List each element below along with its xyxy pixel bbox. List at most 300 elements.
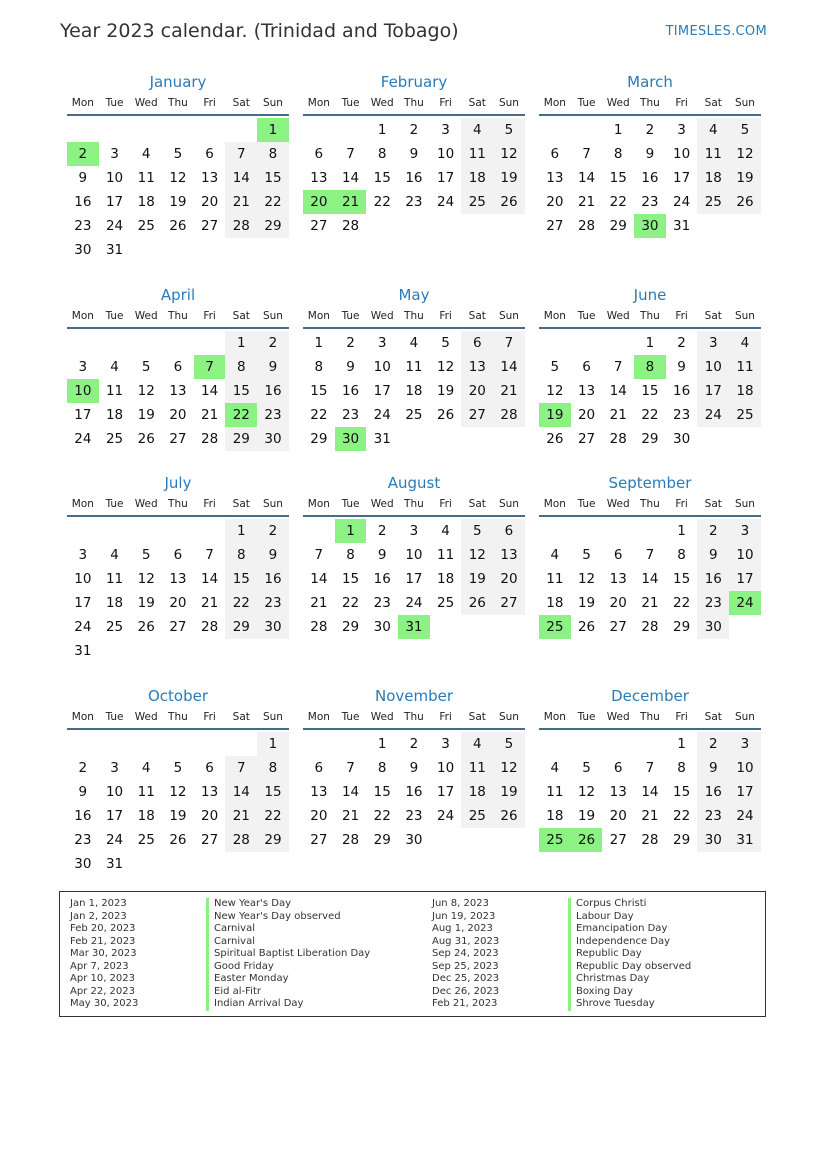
weekday-label: Sat: [232, 97, 250, 109]
day-cell: 1: [677, 523, 686, 539]
holiday-day-cell: 30: [335, 427, 367, 451]
header-rule: [67, 114, 289, 116]
day-cell: 24: [105, 832, 124, 848]
day-cell: 6: [173, 547, 183, 563]
weekday-label: Sun: [498, 498, 519, 510]
day-cell: 6: [205, 146, 214, 162]
day-cell: 10: [729, 543, 761, 567]
weekday-label: Tue: [105, 711, 124, 723]
holiday-day-cell: 20: [303, 190, 335, 214]
day-cell: 20: [493, 567, 525, 591]
weekday-label: Sun: [262, 711, 283, 723]
weekday-label: Fri: [439, 711, 452, 723]
holiday-day-cell: 1: [335, 519, 367, 543]
legend-holiday-name: Republic Day: [568, 948, 642, 961]
day-grid: [67, 519, 289, 663]
legend-date: Mar 30, 2023: [70, 948, 137, 959]
day-cell: 24: [74, 619, 92, 635]
day-cell: 7: [493, 331, 525, 355]
legend-date: Aug 31, 2023: [432, 935, 500, 947]
day-cell: 10: [437, 760, 455, 776]
empty-cell: [130, 732, 162, 756]
day-cell: 9: [697, 756, 729, 780]
empty-cell: [634, 732, 666, 756]
day-cell: 31: [729, 828, 761, 852]
header-rule: [539, 114, 761, 116]
day-cell: 2: [257, 331, 289, 355]
weekday-label: Tue: [105, 310, 124, 322]
day-grid: [539, 118, 761, 238]
day-cell: 28: [641, 832, 659, 848]
month-name: June: [633, 286, 667, 304]
day-cell: 19: [461, 567, 493, 591]
day-cell: 22: [373, 808, 391, 824]
month-december: [539, 684, 761, 852]
day-cell: 2: [409, 122, 419, 138]
legend-date: Jan 1, 2023: [70, 898, 127, 909]
day-cell: 13: [310, 170, 328, 186]
weekday-label: Sat: [232, 498, 250, 510]
day-cell: 14: [341, 784, 360, 800]
month-name: July: [164, 474, 192, 492]
day-cell: 8: [377, 760, 387, 776]
empty-cell: [67, 331, 99, 355]
day-cell: 4: [697, 118, 729, 142]
empty-cell: [539, 118, 571, 142]
day-cell: 20: [310, 808, 328, 824]
day-cell: 3: [697, 331, 729, 355]
day-cell: 8: [225, 355, 257, 379]
day-cell: 23: [641, 194, 659, 210]
day-cell: 17: [729, 780, 761, 804]
month-name: September: [608, 474, 692, 492]
legend-holiday-name: Republic Day observed: [568, 961, 691, 974]
legend-date: Feb 21, 2023: [432, 998, 498, 1009]
weekday-header: [539, 495, 761, 514]
day-cell: 28: [225, 828, 257, 852]
day-cell: 5: [441, 335, 450, 351]
day-cell: 18: [105, 595, 124, 611]
day-cell: 2: [377, 523, 387, 539]
month-july: [67, 471, 289, 663]
day-cell: 2: [697, 519, 729, 543]
legend-holiday-name: Labour Day: [568, 911, 634, 924]
empty-cell: [571, 118, 603, 142]
day-cell: 3: [441, 122, 450, 138]
day-cell: 1: [677, 736, 686, 752]
day-grid: [539, 732, 761, 852]
day-cell: 4: [110, 359, 119, 375]
legend-date: Feb 20, 2023: [70, 923, 136, 934]
day-cell: 29: [225, 615, 257, 639]
empty-cell: [130, 118, 162, 142]
empty-cell: [99, 732, 131, 756]
day-cell: 9: [257, 355, 289, 379]
day-cell: 11: [437, 547, 455, 563]
empty-cell: [162, 519, 194, 543]
day-cell: 14: [641, 571, 659, 587]
day-cell: 12: [137, 383, 155, 399]
day-cell: 17: [673, 170, 691, 186]
legend-holiday-name: Shrove Tuesday: [568, 998, 655, 1011]
weekday-label: Sat: [704, 310, 722, 322]
day-cell: 15: [373, 170, 391, 186]
day-cell: 4: [141, 146, 151, 162]
day-cell: 3: [110, 760, 119, 776]
day-cell: 28: [577, 218, 596, 234]
day-cell: 15: [225, 379, 257, 403]
day-cell: 22: [373, 194, 391, 210]
day-cell: 5: [141, 547, 151, 563]
month-name: August: [387, 474, 441, 492]
day-cell: 2: [697, 732, 729, 756]
weekday-label: Thu: [640, 310, 660, 322]
day-cell: 22: [341, 595, 360, 611]
day-cell: 23: [74, 218, 92, 234]
day-cell: 18: [546, 808, 564, 824]
day-grid: [67, 118, 289, 262]
weekday-label: Mon: [307, 711, 330, 723]
day-cell: 25: [105, 619, 124, 635]
day-cell: 27: [609, 619, 627, 635]
weekday-header: [303, 307, 525, 326]
day-cell: 30: [257, 427, 289, 451]
empty-cell: [67, 118, 99, 142]
day-cell: 29: [341, 619, 360, 635]
header-rule: [303, 515, 525, 517]
day-cell: 25: [461, 804, 493, 828]
day-cell: 30: [74, 242, 92, 258]
day-cell: 10: [437, 146, 455, 162]
day-cell: 27: [310, 832, 328, 848]
day-cell: 23: [405, 194, 423, 210]
day-cell: 18: [461, 780, 493, 804]
legend-holiday-name: New Year's Day observed: [206, 911, 341, 924]
day-cell: 6: [314, 760, 324, 776]
legend-date: Dec 25, 2023: [432, 973, 500, 984]
legend-date: Apr 22, 2023: [70, 985, 136, 997]
weekday-label: Wed: [134, 498, 158, 510]
empty-cell: [602, 732, 634, 756]
legend-holiday-name: Corpus Christi: [568, 898, 646, 911]
day-cell: 13: [577, 383, 596, 399]
day-cell: 14: [341, 170, 360, 186]
weekday-label: Wed: [134, 97, 158, 109]
day-cell: 21: [577, 194, 596, 210]
day-cell: 27: [169, 431, 187, 447]
day-cell: 10: [405, 547, 423, 563]
holiday-day-cell: 10: [67, 379, 99, 403]
day-cell: 2: [409, 736, 419, 752]
day-grid: [303, 331, 525, 451]
header-rule: [539, 515, 761, 517]
weekday-label: Sat: [232, 711, 250, 723]
day-cell: 5: [582, 547, 591, 563]
month-name: January: [149, 73, 207, 91]
empty-cell: [225, 732, 257, 756]
weekday-label: Sat: [468, 97, 486, 109]
header-rule: [539, 327, 761, 329]
legend-holiday-name: Good Friday: [206, 961, 274, 974]
day-cell: 29: [225, 427, 257, 451]
weekday-label: Fri: [675, 498, 688, 510]
day-cell: 28: [609, 431, 627, 447]
weekday-header: [539, 307, 761, 326]
weekday-label: Mon: [71, 498, 94, 510]
day-cell: 24: [437, 808, 455, 824]
day-cell: 15: [609, 170, 627, 186]
header-rule: [303, 327, 525, 329]
day-cell: 11: [697, 142, 729, 166]
legend-date: Apr 7, 2023: [70, 960, 129, 972]
day-cell: 28: [225, 214, 257, 238]
day-cell: 29: [673, 832, 691, 848]
day-cell: 3: [729, 519, 761, 543]
day-cell: 23: [405, 808, 423, 824]
weekday-label: Sun: [734, 310, 755, 322]
day-cell: 2: [677, 335, 686, 351]
empty-cell: [602, 519, 634, 543]
holiday-day-cell: 21: [335, 190, 367, 214]
legend-holiday-name: Emancipation Day: [568, 923, 667, 936]
day-cell: 5: [493, 732, 525, 756]
weekday-label: Mon: [307, 310, 330, 322]
day-cell: 20: [609, 595, 627, 611]
month-march: [539, 70, 761, 238]
day-cell: 4: [110, 547, 119, 563]
weekday-label: Tue: [341, 310, 360, 322]
day-cell: 21: [493, 379, 525, 403]
day-cell: 6: [613, 547, 623, 563]
day-cell: 9: [697, 543, 729, 567]
month-may: [303, 283, 525, 451]
holiday-day-cell: 25: [539, 615, 571, 639]
day-cell: 16: [341, 383, 360, 399]
month-june: [539, 283, 761, 451]
holiday-day-cell: 19: [539, 403, 571, 427]
day-cell: 27: [493, 591, 525, 615]
day-cell: 26: [461, 591, 493, 615]
day-cell: 5: [582, 760, 591, 776]
day-cell: 24: [405, 595, 423, 611]
header-rule: [303, 114, 525, 116]
weekday-label: Wed: [134, 310, 158, 322]
day-cell: 5: [461, 519, 493, 543]
day-cell: 16: [697, 780, 729, 804]
day-cell: 20: [169, 407, 187, 423]
day-cell: 10: [373, 359, 391, 375]
day-grid: [303, 118, 525, 238]
day-cell: 11: [461, 756, 493, 780]
brand-link[interactable]: TIMESLES.COM: [665, 24, 767, 39]
weekday-label: Wed: [370, 310, 394, 322]
day-cell: 28: [493, 403, 525, 427]
day-cell: 7: [645, 547, 655, 563]
day-cell: 10: [729, 756, 761, 780]
day-cell: 20: [609, 808, 627, 824]
weekday-label: Wed: [606, 97, 630, 109]
day-cell: 26: [577, 619, 596, 635]
day-cell: 8: [613, 146, 623, 162]
day-cell: 31: [373, 431, 391, 447]
weekday-label: Wed: [370, 97, 394, 109]
empty-cell: [335, 118, 367, 142]
day-cell: 17: [729, 567, 761, 591]
day-cell: 13: [546, 170, 564, 186]
day-cell: 1: [645, 335, 655, 351]
month-name: October: [147, 687, 209, 705]
day-cell: 6: [173, 359, 183, 375]
weekday-label: Sun: [262, 498, 283, 510]
day-cell: 12: [169, 784, 187, 800]
day-cell: 3: [110, 146, 119, 162]
weekday-label: Mon: [543, 711, 566, 723]
day-cell: 25: [137, 832, 155, 848]
day-cell: 30: [697, 615, 729, 639]
month-september: [539, 471, 761, 639]
day-cell: 26: [137, 619, 155, 635]
empty-cell: [99, 331, 131, 355]
day-cell: 11: [546, 784, 564, 800]
weekday-label: Wed: [606, 310, 630, 322]
day-cell: 25: [697, 190, 729, 214]
day-cell: 4: [550, 547, 560, 563]
day-cell: 6: [613, 760, 623, 776]
day-cell: 14: [310, 571, 328, 587]
day-cell: 25: [137, 218, 155, 234]
weekday-header: [67, 94, 289, 113]
day-cell: 29: [373, 832, 391, 848]
day-cell: 7: [205, 547, 214, 563]
day-cell: 8: [377, 146, 387, 162]
weekday-label: Sun: [262, 310, 283, 322]
day-cell: 3: [677, 122, 686, 138]
day-cell: 25: [461, 190, 493, 214]
day-cell: 13: [609, 571, 627, 587]
holiday-day-cell: 7: [194, 355, 226, 379]
holiday-day-cell: 31: [398, 615, 430, 639]
day-cell: 24: [729, 804, 761, 828]
day-cell: 7: [225, 142, 257, 166]
day-grid: [539, 331, 761, 451]
weekday-label: Mon: [71, 711, 94, 723]
day-cell: 18: [437, 571, 455, 587]
legend-holiday-name: Independence Day: [568, 936, 670, 949]
day-cell: 23: [697, 804, 729, 828]
day-cell: 26: [169, 832, 187, 848]
day-cell: 11: [105, 571, 124, 587]
day-cell: 26: [493, 190, 525, 214]
day-cell: 16: [74, 194, 92, 210]
day-cell: 9: [257, 543, 289, 567]
day-cell: 22: [641, 407, 659, 423]
day-cell: 22: [225, 591, 257, 615]
day-cell: 2: [346, 335, 355, 351]
day-cell: 9: [346, 359, 355, 375]
day-cell: 24: [105, 218, 124, 234]
day-cell: 10: [105, 784, 124, 800]
weekday-label: Sat: [468, 711, 486, 723]
day-cell: 14: [225, 166, 257, 190]
month-august: [303, 471, 525, 639]
day-cell: 30: [257, 615, 289, 639]
weekday-label: Tue: [577, 310, 596, 322]
day-cell: 16: [74, 808, 92, 824]
day-cell: 24: [697, 403, 729, 427]
day-cell: 28: [201, 619, 219, 635]
day-cell: 27: [169, 619, 187, 635]
day-cell: 30: [405, 832, 423, 848]
legend-date: May 30, 2023: [70, 998, 139, 1009]
weekday-label: Fri: [439, 310, 452, 322]
day-cell: 19: [169, 194, 187, 210]
weekday-label: Sun: [498, 97, 519, 109]
day-cell: 22: [310, 407, 328, 423]
day-cell: 29: [257, 828, 289, 852]
legend-holiday-name: Carnival: [206, 923, 255, 936]
month-name: December: [611, 687, 689, 705]
day-cell: 14: [641, 784, 659, 800]
day-cell: 15: [341, 571, 360, 587]
day-cell: 3: [409, 523, 419, 539]
weekday-label: Thu: [168, 498, 188, 510]
day-cell: 17: [105, 194, 124, 210]
day-cell: 12: [493, 142, 525, 166]
weekday-label: Thu: [640, 711, 660, 723]
weekday-header: [67, 307, 289, 326]
day-grid: [67, 331, 289, 451]
weekday-label: Thu: [168, 711, 188, 723]
weekday-label: Wed: [606, 498, 630, 510]
day-cell: 3: [377, 335, 387, 351]
empty-cell: [539, 519, 571, 543]
day-cell: 14: [201, 383, 219, 399]
day-cell: 16: [257, 379, 289, 403]
day-cell: 16: [405, 170, 423, 186]
day-cell: 8: [677, 760, 686, 776]
day-cell: 25: [437, 595, 455, 611]
day-cell: 7: [314, 547, 324, 563]
weekday-header: [303, 94, 525, 113]
day-cell: 11: [729, 355, 761, 379]
header-rule: [303, 728, 525, 730]
day-cell: 1: [377, 736, 387, 752]
day-grid: [303, 519, 525, 639]
weekday-label: Mon: [543, 97, 566, 109]
weekday-label: Fri: [675, 310, 688, 322]
day-cell: 4: [461, 118, 493, 142]
day-cell: 27: [461, 403, 493, 427]
day-cell: 17: [697, 379, 729, 403]
day-cell: 29: [310, 431, 328, 447]
day-cell: 4: [729, 331, 761, 355]
day-cell: 30: [697, 828, 729, 852]
day-cell: 28: [641, 619, 659, 635]
day-cell: 17: [74, 407, 92, 423]
day-cell: 19: [577, 808, 596, 824]
weekday-header: [67, 495, 289, 514]
day-cell: 4: [441, 523, 450, 539]
month-name: November: [374, 687, 454, 705]
day-cell: 24: [437, 194, 455, 210]
weekday-label: Mon: [543, 498, 566, 510]
day-cell: 20: [546, 194, 564, 210]
day-cell: 16: [405, 784, 423, 800]
day-cell: 1: [314, 335, 324, 351]
day-cell: 3: [441, 736, 450, 752]
weekday-label: Thu: [168, 97, 188, 109]
empty-cell: [162, 118, 194, 142]
